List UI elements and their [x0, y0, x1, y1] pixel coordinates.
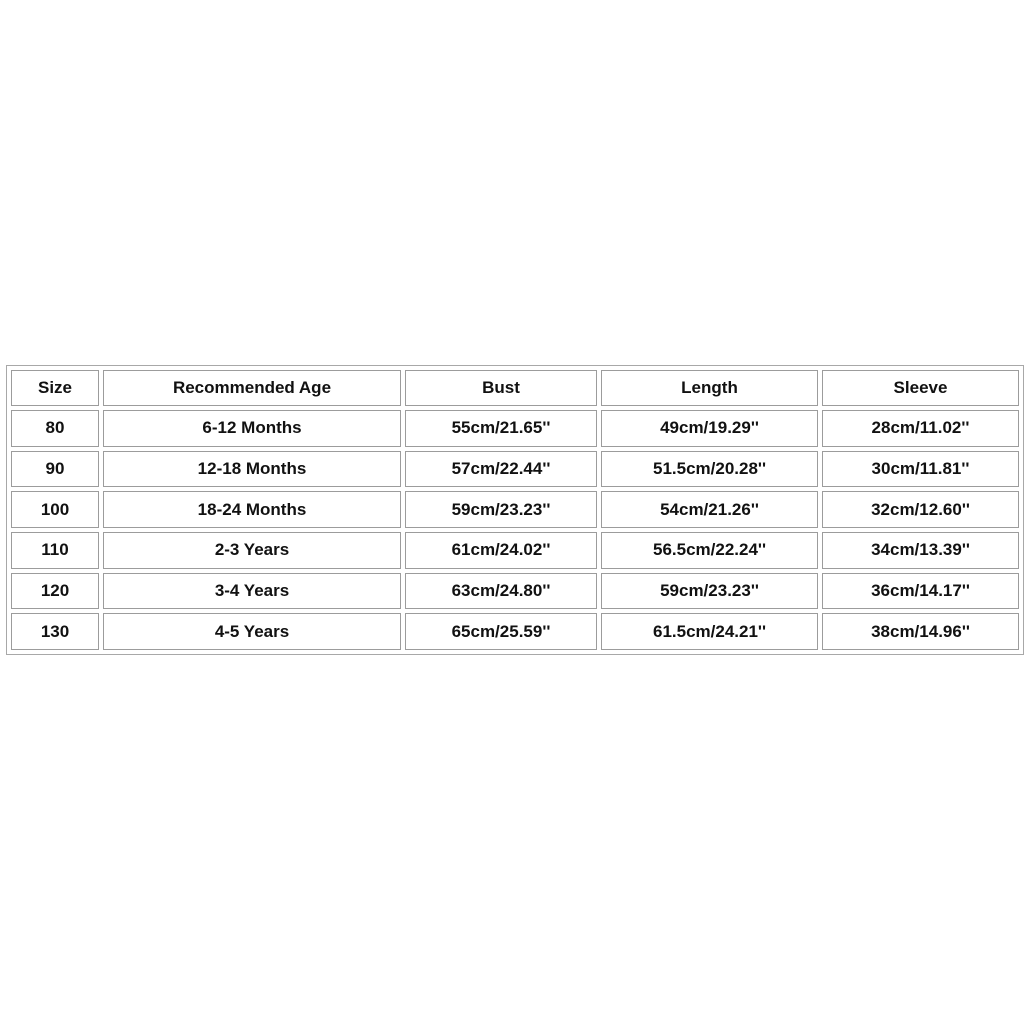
- cell-length: 59cm/23.23'': [601, 573, 818, 610]
- cell-length: 49cm/19.29'': [601, 410, 818, 447]
- cell-length: 51.5cm/20.28'': [601, 451, 818, 488]
- table-row: [11, 491, 1019, 528]
- cell-size: 110: [11, 532, 99, 569]
- cell-length: 61.5cm/24.21'': [601, 613, 818, 650]
- cell-bust: 65cm/25.59'': [405, 613, 597, 650]
- cell-length: 56.5cm/22.24'': [601, 532, 818, 569]
- header-sleeve: Sleeve: [822, 370, 1019, 406]
- cell-recommended-age: 12-18 Months: [103, 451, 401, 488]
- header-size: Size: [11, 370, 99, 406]
- table-row: [11, 613, 1019, 650]
- cell-size: 90: [11, 451, 99, 488]
- cell-sleeve: 30cm/11.81'': [822, 451, 1019, 488]
- cell-recommended-age: 18-24 Months: [103, 491, 401, 528]
- size-chart-table: [6, 365, 1024, 655]
- header-bust: Bust: [405, 370, 597, 406]
- header-length: Length: [601, 370, 818, 406]
- table-row: [11, 451, 1019, 488]
- cell-bust: 61cm/24.02'': [405, 532, 597, 569]
- table-header-row: [11, 370, 1019, 406]
- cell-sleeve: 36cm/14.17'': [822, 573, 1019, 610]
- cell-recommended-age: 4-5 Years: [103, 613, 401, 650]
- table-row: [11, 532, 1019, 569]
- cell-recommended-age: 3-4 Years: [103, 573, 401, 610]
- cell-size: 100: [11, 491, 99, 528]
- cell-bust: 55cm/21.65'': [405, 410, 597, 447]
- cell-recommended-age: 2-3 Years: [103, 532, 401, 569]
- cell-bust: 63cm/24.80'': [405, 573, 597, 610]
- cell-bust: 57cm/22.44'': [405, 451, 597, 488]
- cell-sleeve: 28cm/11.02'': [822, 410, 1019, 447]
- cell-sleeve: 34cm/13.39'': [822, 532, 1019, 569]
- cell-sleeve: 32cm/12.60'': [822, 491, 1019, 528]
- cell-size: 120: [11, 573, 99, 610]
- table-row: [11, 410, 1019, 447]
- cell-recommended-age: 6-12 Months: [103, 410, 401, 447]
- table-row: [11, 573, 1019, 610]
- cell-length: 54cm/21.26'': [601, 491, 818, 528]
- cell-sleeve: 38cm/14.96'': [822, 613, 1019, 650]
- cell-size: 130: [11, 613, 99, 650]
- cell-size: 80: [11, 410, 99, 447]
- header-recommended-age: Recommended Age: [103, 370, 401, 406]
- cell-bust: 59cm/23.23'': [405, 491, 597, 528]
